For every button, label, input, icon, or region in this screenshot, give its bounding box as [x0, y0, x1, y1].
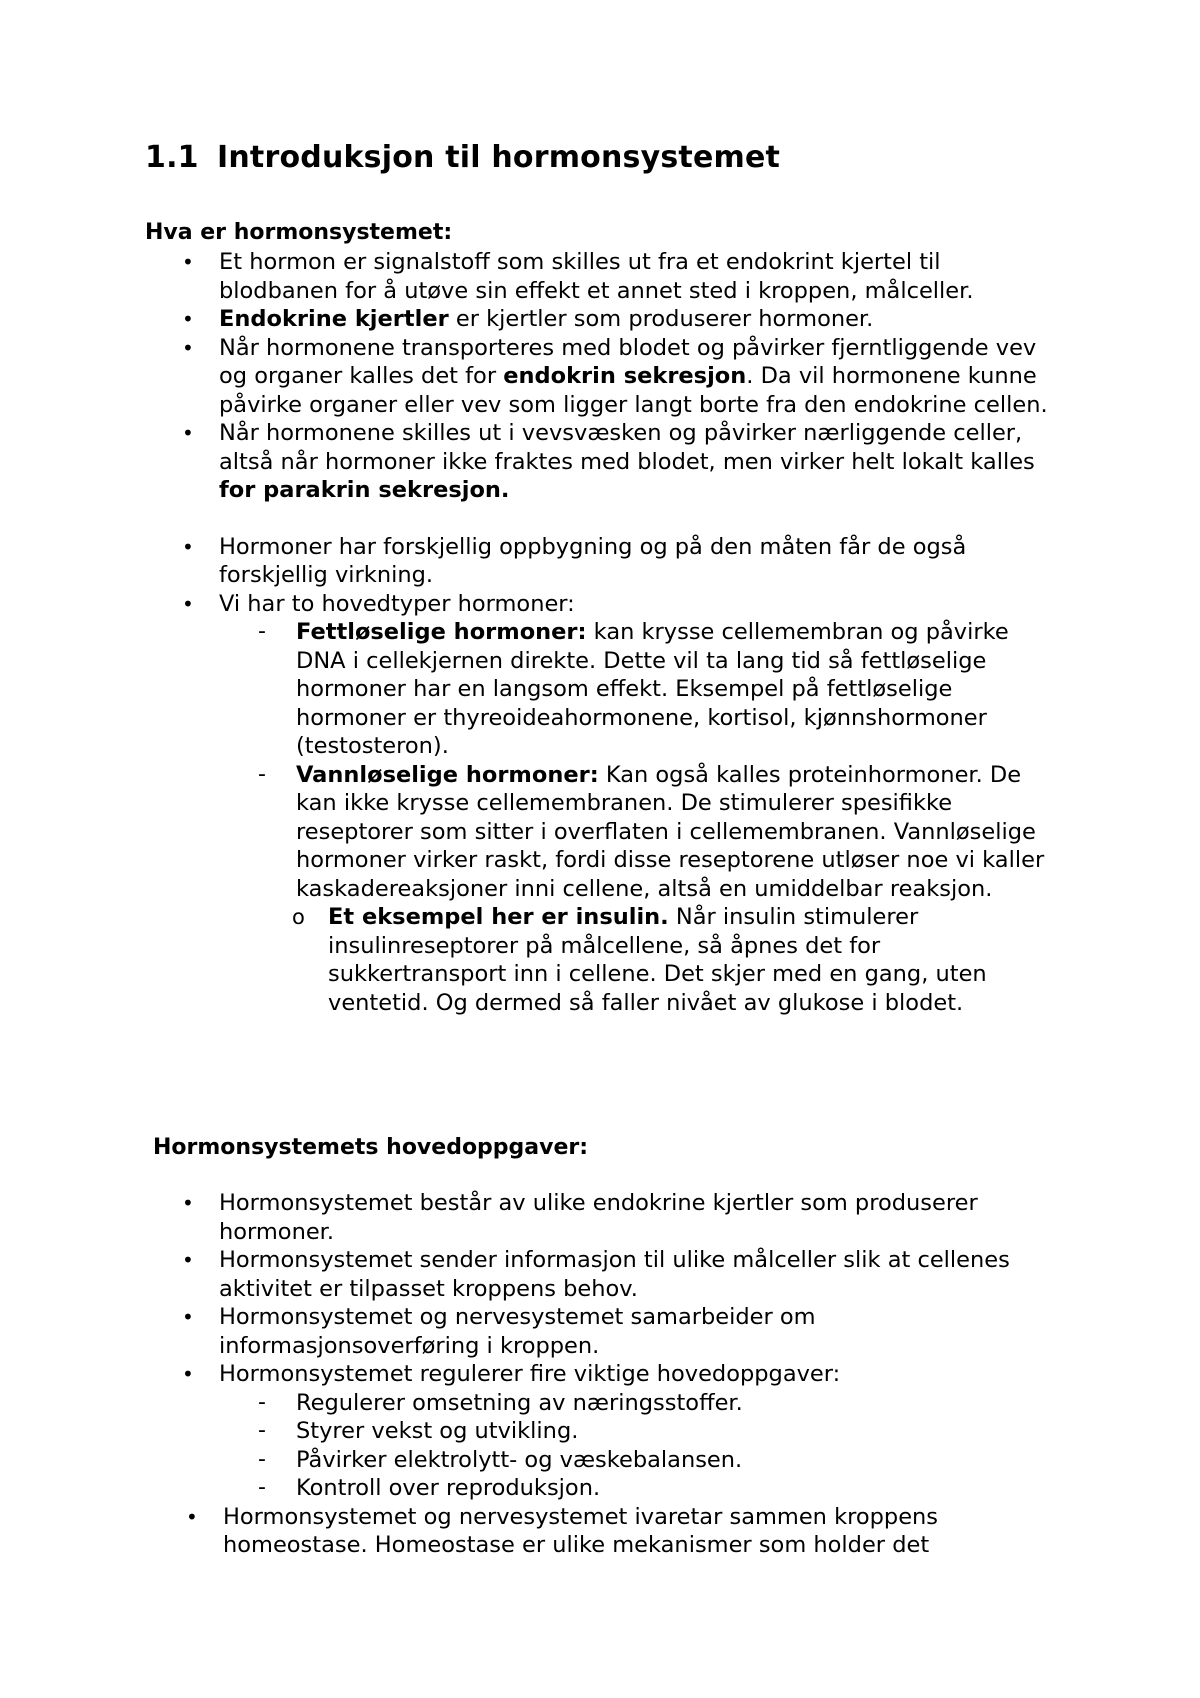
task-list-item	[0, 1389, 1200, 1418]
sub-list-item	[0, 761, 1200, 904]
task-list-item	[0, 1474, 1200, 1503]
section1-list	[0, 248, 1200, 1017]
list-item-text: Hormonsystemet og nervesystemet ivaretar sammen kroppens homeostase. Homeostase er ulike mekanismer som holder det	[223, 1503, 939, 1558]
list-item-text: Hormonsystemet regulerer fire viktige hovedoppgaver:	[219, 1361, 841, 1387]
bullet-marker: •	[186, 1504, 198, 1529]
term-fettloselige: Fettløselige hormoner:	[296, 619, 587, 645]
list-item-text	[219, 419, 1060, 505]
list-item-pre: Når hormonene skilles ut i vevsvæsken og påvirker nærliggende celler, altså når hormoner ikke fraktes med blodet, men virker helt lokalt kalles	[219, 420, 1035, 475]
bullet-marker: •	[182, 307, 194, 331]
list-item-rest: Når insulin stimulerer insulinreseptorer på målcellene, så åpnes det for sukkertransport inn i cellene. Det skjer med en gang, uten ventetid. Og dermed så faller nivået av glukose i blodet.	[328, 904, 987, 1016]
bullet-marker: •	[182, 250, 194, 274]
term-endokrin-sekresjon: endokrin sekresjon	[503, 363, 747, 389]
list-item-text: Hormonsystemet og nervesystemet samarbeider om informasjonsoverføring i kroppen.	[219, 1304, 816, 1359]
term-parakrin-sekresjon: for parakrin sekresjon.	[219, 477, 510, 503]
term-endokrine-kjertler: Endokrine kjertler	[219, 306, 449, 332]
task-text: Regulerer omsetning av næringsstoffer.	[296, 1389, 743, 1416]
task-text: Påvirker elektrolytt- og væskebalansen.	[296, 1446, 743, 1473]
list-item-text: Et hormon er signalstoff som skilles ut fra et endokrint kjertel til blodbanen for å utøve sin effekt et annet sted i kroppen, målceller.	[219, 249, 974, 304]
section2-list	[0, 1189, 1200, 1560]
list-item	[0, 1360, 1200, 1389]
bullet-marker: •	[182, 534, 194, 559]
heading-title: Introduksjon til hormonsystemet	[217, 140, 781, 175]
list-item-text	[219, 334, 1060, 420]
term-vannloselige: Vannløselige hormoner:	[296, 761, 599, 788]
list-item	[0, 334, 1200, 420]
list-item	[0, 1503, 1200, 1560]
circle-marker: o	[292, 905, 305, 929]
dash-marker: -	[258, 1446, 266, 1472]
term-insulin-example: Et eksempel her er insulin.	[328, 904, 669, 930]
list-item-text: Hormonsystemet består av ulike endokrine kjertler som produserer hormoner.	[219, 1190, 978, 1245]
list-item-rest: kan krysse cellemembran og påvirke DNA i cellekjernen direkte. Dette vil ta lang tid så fettløselige hormoner har en langsom effekt. Eksempel på fettløselige hormoner er thyreoideahormonene, kortisol, kjønnshormoner (testosteron).	[296, 619, 1009, 759]
list-item	[0, 1303, 1200, 1360]
task-text: Kontroll over reproduksjon.	[296, 1475, 601, 1501]
list-item-rest: Kan også kalles proteinhormoner. De kan ikke krysse cellemembranen. De stimulerer spesifikke reseptorer som sitter i overflaten i cellemembranen. Vannløselige hormoner virker raskt, fordi disse reseptorene utløser noe vi kaller kaskadereaksjoner inni cellene, altså en umiddelbar reaksjon.	[296, 761, 1045, 902]
list-item-text	[296, 618, 1060, 761]
list-item-text: Hormonsystemet sender informasjon til ulike målceller slik at cellenes aktivitet er tilpasset kroppens behov.	[219, 1247, 1010, 1302]
dash-marker: -	[258, 761, 266, 787]
dash-marker: -	[258, 1389, 266, 1415]
bullet-marker: •	[182, 421, 194, 445]
bullet-marker: •	[182, 1248, 194, 1272]
heading-number: 1.1	[145, 140, 199, 175]
list-item-post: . Da vil hormonene kunne påvirke organer eller vev som ligger langt borte fra den endokrine cellen.	[219, 363, 1048, 418]
list-item	[0, 590, 1200, 619]
dash-marker: -	[258, 1418, 266, 1443]
sub-list-item	[0, 618, 1200, 761]
list-item-rest: er kjertler som produserer hormoner.	[448, 306, 874, 332]
bullet-marker: •	[182, 1305, 194, 1329]
subheading-what-is: Hva er hormonsystemet:	[145, 220, 453, 245]
list-item-text: Hormoner har forskjellig oppbygning og på den måten får de også forskjellig virkning.	[219, 533, 967, 588]
list-item	[0, 248, 1200, 305]
task-list-item	[0, 1417, 1200, 1446]
subheading-main-tasks: Hormonsystemets hovedoppgaver:	[153, 1135, 589, 1160]
list-item	[0, 533, 1200, 590]
dash-marker: -	[258, 619, 266, 644]
list-item	[0, 1189, 1200, 1246]
bullet-marker: •	[182, 1191, 194, 1215]
spacer	[0, 505, 1200, 533]
dash-marker: -	[258, 1475, 266, 1500]
task-list-item	[0, 1446, 1200, 1475]
section-heading	[145, 140, 780, 175]
list-item	[0, 419, 1200, 505]
list-item-text	[296, 761, 1060, 904]
bullet-marker: •	[182, 1362, 194, 1386]
list-item	[0, 305, 1200, 334]
list-item-text	[219, 305, 1060, 334]
sub-sub-list-item	[0, 903, 1200, 1017]
list-item-pre: Når hormonene transporteres med blodet og påvirker fjerntliggende vev og organer kalles det for	[219, 334, 1037, 389]
list-item-text	[328, 903, 1060, 1017]
bullet-marker: •	[182, 335, 194, 360]
bullet-marker: •	[182, 591, 194, 616]
list-item	[0, 1246, 1200, 1303]
task-text: Styrer vekst og utvikling.	[296, 1418, 579, 1444]
list-item-text: Vi har to hovedtyper hormoner:	[219, 590, 575, 617]
